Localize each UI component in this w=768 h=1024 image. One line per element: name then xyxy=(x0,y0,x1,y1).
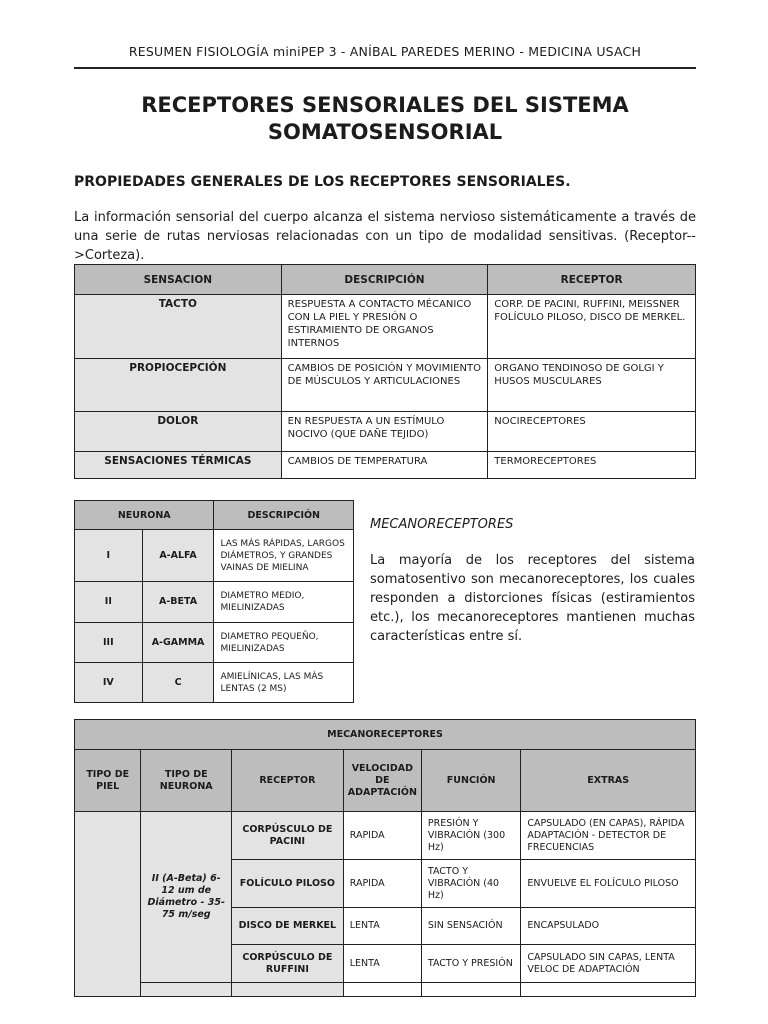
mechanoreceptors-paragraph: La mayoría de los receptores del sistema somatosentivo son mecanoreceptores, los cuales responden a distorciones físicas (estiramientos etc.), los mecanoreceptores mantienen muchas características entre sí. xyxy=(370,553,695,644)
receptor-cell: CORPÚSCULO DE RUFFINI xyxy=(232,945,344,983)
description-cell: CAMBIOS DE TEMPERATURA xyxy=(281,452,488,479)
table-row xyxy=(75,412,696,452)
receptor-cell: ORGANO TENDINOSO DE GOLGI Y HUSOS MUSCULARES xyxy=(488,359,696,412)
sensations-header-row xyxy=(75,265,696,295)
header-description: DESCRIPCIÓN xyxy=(214,501,354,530)
header-neuron-type: TIPO DE NEURONA xyxy=(141,750,232,812)
sensation-cell: PROPIOCEPCIÓN xyxy=(75,359,282,412)
table-row xyxy=(75,530,354,582)
function-cell-continued xyxy=(421,983,520,997)
neuron-roman-cell: III xyxy=(75,623,143,663)
header-sensation: SENSACION xyxy=(75,265,282,295)
receptor-cell: DISCO DE MERKEL xyxy=(232,908,344,945)
page-title-line-1: RECEPTORES SENSORIALES DEL SISTEMA xyxy=(141,93,629,117)
sensations-table xyxy=(74,264,696,479)
table-row xyxy=(75,359,696,412)
extras-cell: ENCAPSULADO xyxy=(521,908,696,945)
running-header: RESUMEN FISIOLOGÍA miniPEP 3 - ANÍBAL PAREDES MERINO - MEDICINA USACH xyxy=(128,44,642,59)
mechanoreceptors-header-row xyxy=(75,750,696,812)
table-row xyxy=(75,582,354,623)
function-cell: TACTO Y PRESIÓN xyxy=(421,945,520,983)
mechanoreceptors-table xyxy=(74,719,696,997)
adaptation-speed-cell: LENTA xyxy=(343,908,421,945)
table-row xyxy=(75,663,354,703)
sensation-cell: DOLOR xyxy=(75,412,282,452)
adaptation-speed-cell: RAPIDA xyxy=(343,860,421,908)
description-cell: RESPUESTA A CONTACTO MÉCANICO CON LA PIEL Y PRESIÓN O ESTIRAMIENTO DE ORGANOS INTERNOS xyxy=(281,295,488,359)
skin-type-cell xyxy=(75,812,141,997)
sensation-cell: SENSACIONES TÉRMICAS xyxy=(75,452,282,479)
mechanoreceptors-caption: MECANORECEPTORES xyxy=(75,720,696,750)
page-title-line-2: SOMATOSENSORIAL xyxy=(267,120,503,144)
neuron-header-row xyxy=(75,501,354,530)
extras-cell: CAPSULADO (EN CAPAS), RÁPIDA ADAPTACIÓN - DETECTOR DE FRECUENCIAS xyxy=(521,812,696,860)
neuron-description-cell: DIAMETRO PEQUEÑO, MIELINIZADAS xyxy=(214,623,354,663)
neuron-type-cell-continued xyxy=(141,983,232,997)
header-receptor: RECEPTOR xyxy=(488,265,696,295)
table-row xyxy=(75,295,696,359)
neuron-description-cell: DIAMETRO MEDIO, MIELINIZADAS xyxy=(214,582,354,623)
header-adaptation-speed: VELOCIDAD DE ADAPTACIÓN xyxy=(343,750,421,812)
intro-paragraph: La información sensorial del cuerpo alcanza el sistema nervioso sistemáticamente a través de una serie de rutas nerviosas relacionadas con un tipo de modalidad sensitivas. (Receptor-->Corteza). xyxy=(74,210,696,263)
header-neuron: NEURONA xyxy=(75,501,214,530)
neuron-description-cell: LAS MÁS RÁPIDAS, LARGOS DIÁMETROS, Y GRANDES VAINAS DE MIELINA xyxy=(214,530,354,582)
function-cell: SIN SENSACIÓN xyxy=(421,908,520,945)
description-cell: EN RESPUESTA A UN ESTÍMULO NOCIVO (QUE DAÑE TEJIDO) xyxy=(281,412,488,452)
header-skin-type: TIPO DE PIEL xyxy=(75,750,141,812)
neuron-type-cell: C xyxy=(142,663,214,703)
neuron-roman-cell: II xyxy=(75,582,143,623)
page-title xyxy=(75,92,695,146)
neuron-type-cell: A-GAMMA xyxy=(142,623,214,663)
receptor-cell: TERMORECEPTORES xyxy=(488,452,696,479)
extras-cell-continued xyxy=(521,983,696,997)
function-cell: PRESIÓN Y VIBRACIÓN (300 Hz) xyxy=(421,812,520,860)
function-cell: TACTO Y VIBRACIÓN (40 Hz) xyxy=(421,860,520,908)
extras-cell: ENVUELVE EL FOLÍCULO PILOSO xyxy=(521,860,696,908)
section-heading: PROPIEDADES GENERALES DE LOS RECEPTORES SENSORIALES. xyxy=(74,174,571,190)
receptor-cell: NOCIRECEPTORES xyxy=(488,412,696,452)
mechanoreceptors-caption-row xyxy=(75,720,696,750)
adaptation-speed-cell: RAPIDA xyxy=(343,812,421,860)
neuron-table xyxy=(74,500,354,703)
receptor-cell: FOLÍCULO PILOSO xyxy=(232,860,344,908)
header-extras: EXTRAS xyxy=(521,750,696,812)
neuron-roman-cell: IV xyxy=(75,663,143,703)
table-row-continued xyxy=(75,983,696,997)
receptor-cell: CORP. DE PACINI, RUFFINI, MEISSNER FOLÍCULO PILOSO, DISCO DE MERKEL. xyxy=(488,295,696,359)
table-row xyxy=(75,812,696,860)
adaptation-speed-cell: LENTA xyxy=(343,945,421,983)
adaptation-speed-cell-continued xyxy=(343,983,421,997)
header-receptor: RECEPTOR xyxy=(232,750,344,812)
extras-cell: CAPSULADO SIN CAPAS, LENTA VELOC DE ADAPTACIÓN xyxy=(521,945,696,983)
header-description: DESCRIPCIÓN xyxy=(281,265,488,295)
neuron-roman-cell: I xyxy=(75,530,143,582)
header-function: FUNCIÓN xyxy=(421,750,520,812)
header-divider xyxy=(74,67,696,69)
neuron-type-cell: II (A-Beta) 6-12 um de Diámetro - 35-75 m/seg xyxy=(141,812,232,983)
neuron-type-cell: A-BETA xyxy=(142,582,214,623)
neuron-description-cell: AMIELÍNICAS, LAS MÁS LENTAS (2 MS) xyxy=(214,663,354,703)
receptor-cell-continued xyxy=(232,983,344,997)
table-row xyxy=(75,623,354,663)
neuron-type-cell: A-ALFA xyxy=(142,530,214,582)
description-cell: CAMBIOS DE POSICIÓN Y MOVIMIENTO DE MÚSCULOS Y ARTICULACIONES xyxy=(281,359,488,412)
receptor-cell: CORPÚSCULO DE PACINI xyxy=(232,812,344,860)
sensation-cell: TACTO xyxy=(75,295,282,359)
table-row xyxy=(75,452,696,479)
mechanoreceptors-subheading: MECANORECEPTORES xyxy=(370,517,514,532)
